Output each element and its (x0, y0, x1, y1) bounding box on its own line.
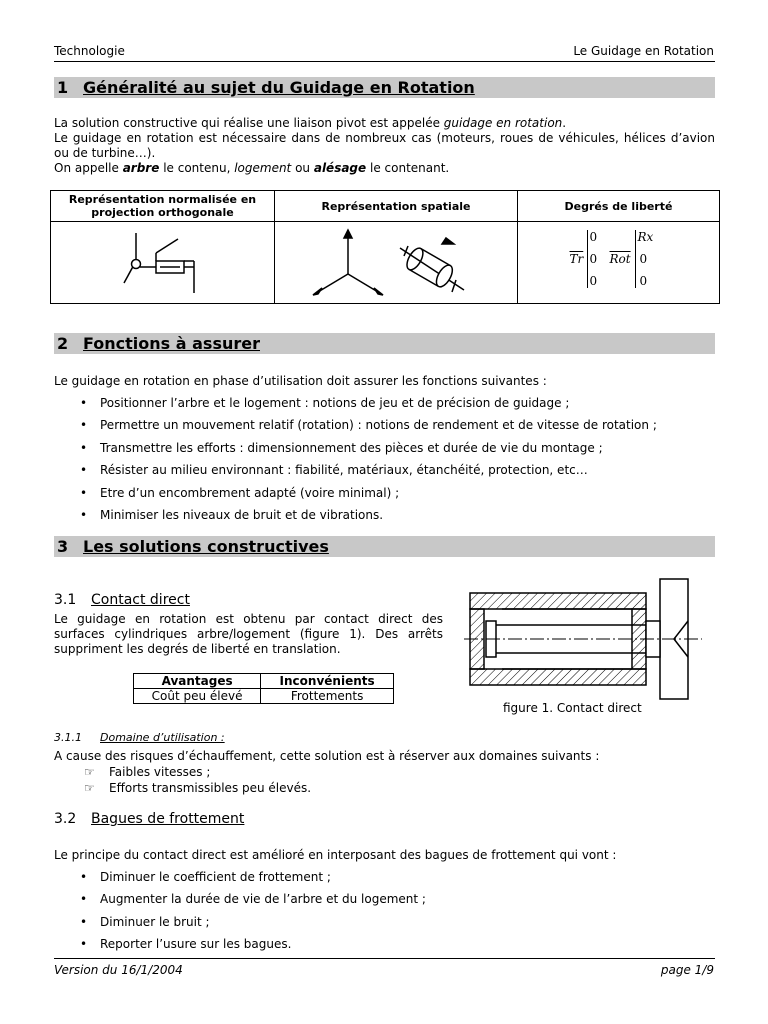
footer-page-number: page 1/9 (660, 963, 714, 977)
text: ou (291, 161, 314, 175)
paragraph (54, 116, 715, 131)
term-arbre: arbre (122, 161, 160, 175)
bagues-intro: Le principe du contact direct est amélioré en interposant des bagues de frottement qui vont : (54, 848, 617, 862)
section-2-intro: Le guidage en rotation en phase d’utilisation doit assurer les fonctions suivantes : (54, 374, 547, 388)
subsection-title: Bagues de frottement (91, 811, 245, 827)
dof-value: 0 (639, 251, 648, 266)
dof-cell (518, 222, 720, 304)
section-1-heading (54, 77, 715, 98)
representation-table (50, 190, 720, 304)
subsection-number: 3.1.1 (54, 731, 82, 744)
section-number: 2 (57, 334, 69, 353)
dof-value: 0 (639, 273, 648, 288)
table-header: Degrés de liberté (518, 191, 720, 222)
section-title: Généralité au sujet du Guidage en Rotation (83, 78, 475, 97)
dof-value: 0 (589, 273, 598, 288)
text: . (562, 116, 567, 130)
list-item: • Résister au milieu environnant : fiabilité, matériaux, étanchéité, protection, etc… (54, 462, 657, 484)
list-item: • Transmettre les efforts : dimensionnement des pièces et durée de vie du montage ; (54, 440, 657, 462)
list-item (84, 780, 311, 796)
section-number: 3 (57, 537, 69, 556)
section-1-text (54, 116, 715, 176)
bracket (587, 230, 588, 288)
dof-value: Rx (637, 229, 654, 244)
header-right: Le Guidage en Rotation (573, 44, 714, 58)
translation-label: $\overline{Tr}$ (569, 251, 584, 266)
table-header: Inconvénients (261, 674, 394, 689)
subsection-title: Domaine d’utilisation : (100, 731, 225, 744)
dof-matrix (564, 228, 674, 298)
paragraph (54, 161, 715, 176)
section-title: Les solutions constructives (83, 537, 329, 556)
contact-direct-figure (462, 575, 720, 703)
list-item: • Etre d’un encombrement adapté (voire minimal) ; (54, 485, 657, 507)
paragraph: Le guidage en rotation est nécessaire dans de nombreux cas (moteurs, roues de véhicules, hélices d’avion ou de turbine…). (54, 131, 715, 160)
bracket (635, 230, 636, 288)
text: le contenant. (366, 161, 450, 175)
list-item: • Permettre un mouvement relatif (rotation) : notions de rendement et de vitesse de rotation ; (54, 417, 657, 439)
domain-list (84, 764, 311, 796)
section-number: 1 (57, 78, 69, 97)
table-cell: Coût peu élevé (134, 689, 261, 704)
contact-direct-text: Le guidage en rotation est obtenu par contact direct des surfaces cylindriques arbre/logement (figure 1). Des arrêts suppriment les degrés de liberté en translation. (54, 612, 443, 656)
figure-caption: figure 1. Contact direct (503, 701, 642, 715)
section-2-heading (54, 333, 715, 354)
table-header: Représentation normalisée en projection orthogonale (51, 191, 275, 222)
term-alesage: alésage (313, 161, 367, 175)
pointing-hand-icon: ☞ (84, 765, 95, 779)
term-logement: logement (234, 161, 292, 175)
list-item-text: Faibles vitesses ; (109, 765, 211, 779)
pivot-symbol-cell (51, 222, 275, 304)
section-3-heading (54, 536, 715, 557)
subsection-3-1-heading (54, 592, 190, 608)
spatial-representation-icon (296, 222, 496, 300)
header-rule (54, 61, 715, 62)
footer-rule (54, 958, 715, 959)
list-item: • Diminuer le coefficient de frottement ; (54, 869, 426, 891)
header-left: Technologie (54, 44, 125, 58)
subsection-number: 3.1 (54, 592, 77, 608)
table-header: Avantages (134, 674, 261, 689)
table-cell: Frottements (261, 689, 394, 704)
list-item: • Positionner l’arbre et le logement : notions de jeu et de précision de guidage ; (54, 395, 657, 417)
emphasis: guidage en rotation (443, 116, 563, 130)
subsection-3-2-heading (54, 811, 244, 827)
subsection-number: 3.2 (54, 811, 77, 827)
subsection-3-1-1-heading (54, 731, 225, 744)
spatial-cell (275, 222, 518, 304)
dof-value: 0 (589, 229, 598, 244)
list-item (84, 764, 311, 780)
text: On appelle (54, 161, 123, 175)
section-title: Fonctions à assurer (83, 334, 260, 353)
domain-intro: A cause des risques d’échauffement, cette solution est à réserver aux domaines suivants : (54, 749, 600, 763)
pivot-symbol-icon (108, 223, 218, 299)
subsection-title: Contact direct (91, 592, 190, 608)
list-item: • Diminuer le bruit ; (54, 914, 426, 936)
pros-cons-table (133, 673, 394, 704)
text: La solution constructive qui réalise une liaison pivot est appelée (54, 116, 444, 130)
list-item: • Minimiser les niveaux de bruit et de vibrations. (54, 507, 657, 529)
list-item: • Augmenter la durée de vie de l’arbre et du logement ; (54, 891, 426, 913)
table-header: Représentation spatiale (275, 191, 518, 222)
rotation-label: $\overline{Rot}$ (609, 251, 631, 266)
list-item-text: Efforts transmissibles peu élevés. (109, 781, 312, 795)
text: le contenu, (159, 161, 235, 175)
bagues-list (54, 869, 426, 959)
list-item: • Reporter l’usure sur les bagues. (54, 936, 426, 958)
functions-list (54, 395, 657, 529)
pointing-hand-icon: ☞ (84, 781, 95, 795)
footer-version: Version du 16/1/2004 (54, 963, 183, 977)
dof-value: 0 (589, 251, 598, 266)
